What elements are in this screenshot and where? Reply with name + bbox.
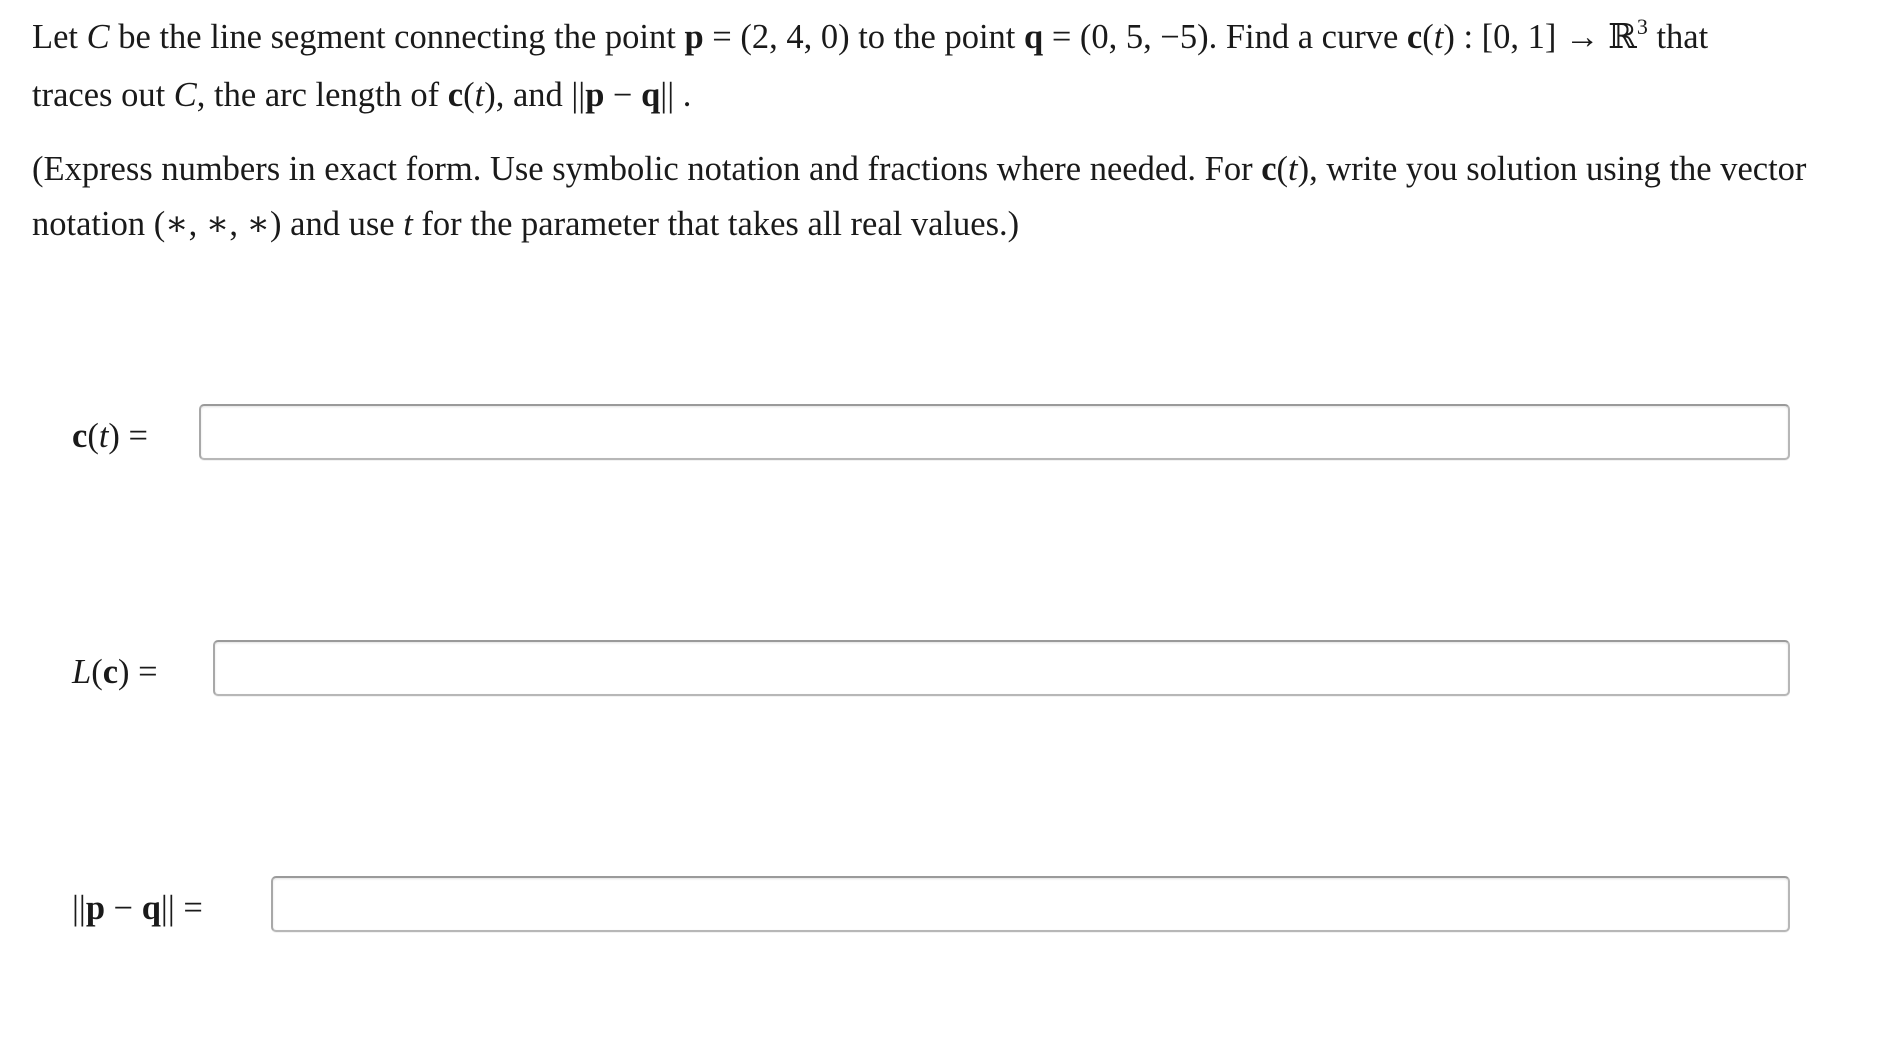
arc-length-answer-input[interactable]: [213, 640, 1790, 696]
arc-length-label: L(c) =: [72, 653, 158, 691]
problem-statement: [32, 10, 1882, 252]
instructions-line-2: notation (∗, ∗, ∗) and use t for the parameter that takes all real values.): [32, 205, 1020, 243]
problem-text-line-2: traces out C, the arc length of c(t), and ||p − q|| .: [32, 76, 692, 114]
curve-label: c(t) =: [72, 417, 148, 455]
answer-row-arc-length: [0, 640, 1894, 704]
norm-label: ||p − q|| =: [72, 889, 203, 927]
norm-answer-input[interactable]: [271, 876, 1790, 932]
answer-row-curve: [0, 404, 1894, 468]
problem-text-line-1: Let C be the line segment connecting the point p = (2, 4, 0) to the point q = (0, 5, −5). Find a curve c(t) : [0, 1] → ℝ$^3$ that: [32, 14, 1709, 56]
instructions-line-1: (Express numbers in exact form. Use symbolic notation and fractions where needed. For c(t), write you solution using the vector: [32, 150, 1807, 188]
answer-row-norm: [0, 876, 1894, 940]
curve-answer-input[interactable]: [199, 404, 1790, 460]
